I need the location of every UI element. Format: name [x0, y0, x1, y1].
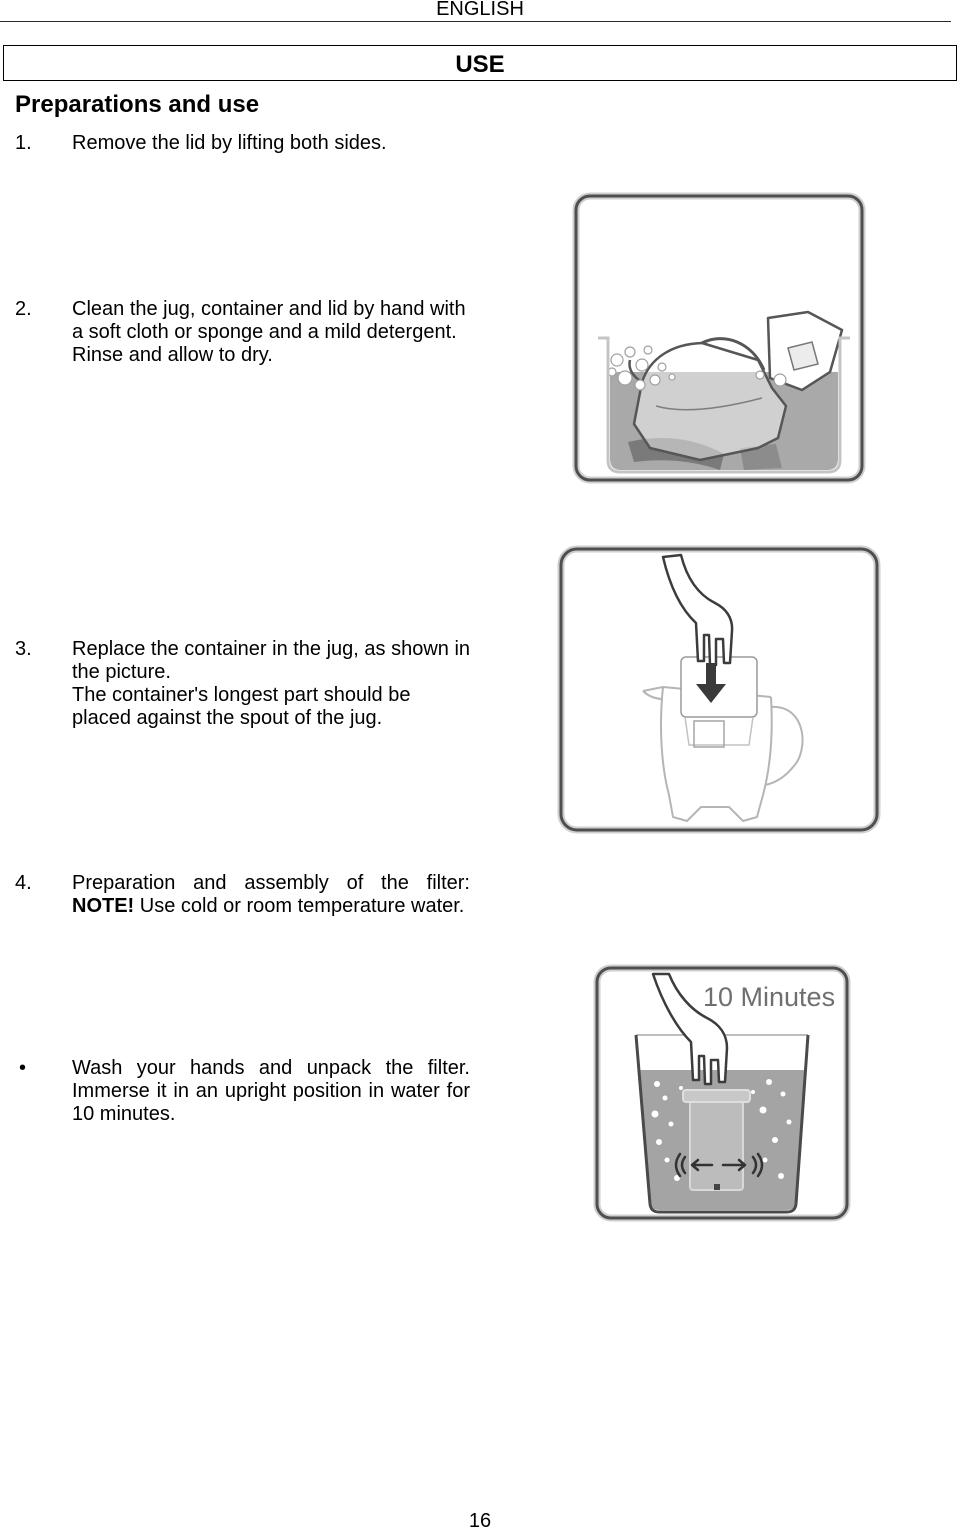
soak-time-label: 10 Minutes: [703, 982, 836, 1012]
note-text: Use cold or room temperature water.: [139, 895, 465, 917]
bullet-line: Immerse it in an upright position in water for: [72, 1080, 470, 1102]
step-number: 4.: [15, 872, 32, 894]
bullet-line: 10 minutes.: [72, 1103, 176, 1125]
step-line: a soft cloth or sponge and a mild detergent.: [72, 321, 457, 343]
step-2: [0, 298, 470, 367]
step-3: [0, 638, 470, 730]
container-insert-illustration: [557, 545, 881, 834]
page-heading: Preparations and use: [15, 91, 260, 118]
step-line: The container's longest part should be: [72, 684, 411, 706]
step-line: Remove the lid by lifting both sides.: [72, 132, 387, 154]
header-rule: [0, 21, 951, 22]
filter-soaking-illustration: [593, 964, 851, 1222]
step-line: the picture.: [72, 661, 171, 683]
jug-washing-illustration: [572, 192, 866, 484]
step-1: [0, 132, 470, 155]
note-line: [72, 895, 470, 918]
section-title-box: [3, 45, 957, 81]
step-number: 3.: [15, 638, 32, 660]
step-number: 2.: [15, 298, 32, 320]
bullet-symbol: •: [19, 1057, 27, 1079]
step-4: [0, 872, 470, 918]
bullet-item: [0, 1057, 470, 1126]
step-line: Rinse and allow to dry.: [72, 344, 273, 366]
step-line: placed against the spout of the jug.: [72, 707, 383, 729]
page-number: 16: [468, 1510, 492, 1530]
step-line: Replace the container in the jug, as shown in: [72, 638, 471, 660]
language-label: ENGLISH: [436, 0, 524, 20]
bullet-line: Wash your hands and unpack the filter.: [72, 1057, 470, 1079]
note-label: NOTE!: [72, 895, 135, 917]
filter-cartridge: [683, 1090, 750, 1190]
step-line: Preparation and assembly of the filter:: [72, 872, 470, 894]
step-line: Clean the jug, container and lid by hand with: [72, 298, 466, 320]
step-number: 1.: [15, 132, 32, 154]
section-title: USE: [455, 51, 505, 78]
